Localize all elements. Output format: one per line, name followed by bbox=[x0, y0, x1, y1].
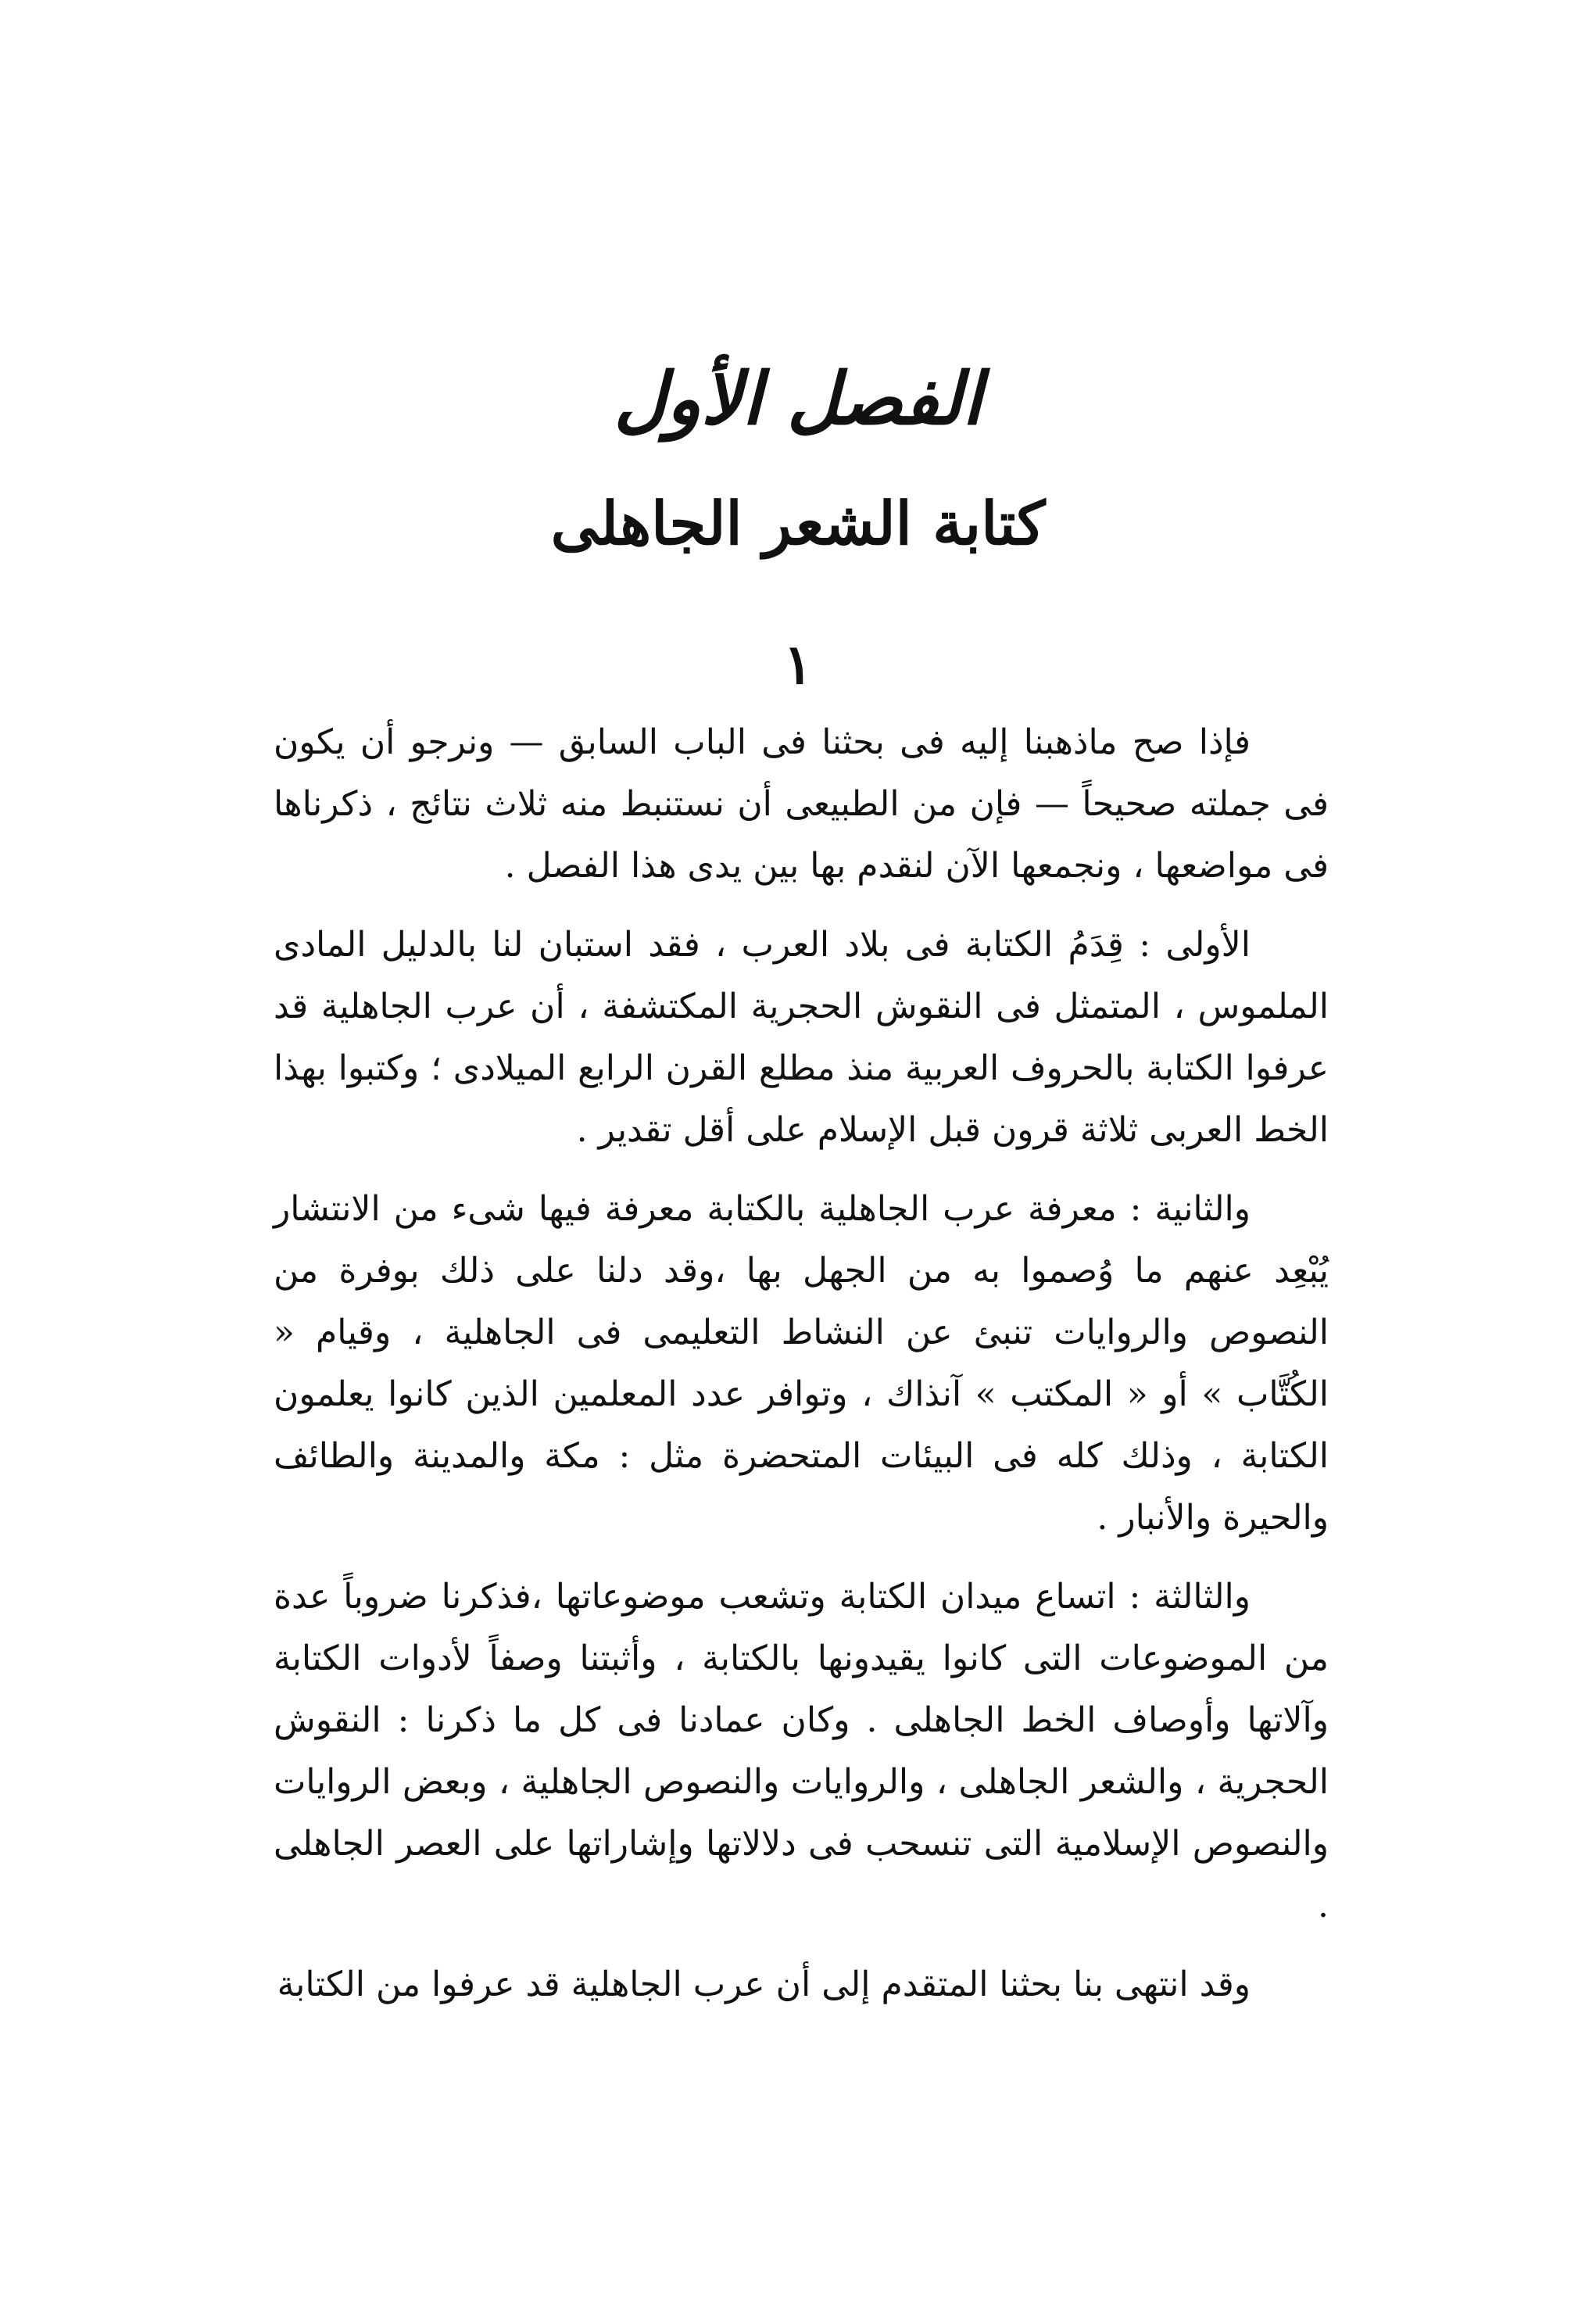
section-title: كتابة الشعر الجاهلى bbox=[550, 489, 1046, 558]
paragraph-conclusion: وقد انتهى بنا بحثنا المتقدم إلى أن عرب الجاهلية قد عرفوا من الكتابة bbox=[277, 1965, 1251, 2004]
paragraph-third-result: والثالثة : اتساع ميدان الكتابة وتشعب موضوعاتها ،فذكرنا ضروباً عدة من الموضوعات التى كانوا يقيدونها بالكتابة ، وأثبتنا وصفاً لأدوات الكتابة وآلاتها وأوصاف الخط الجاهلى . وكان عمادنا فى كل ما ذكرنا : النقوش الحجرية ، والشعر الجاهلى ، والروايات والنصوص الجاهلية ، وبعض الروايات والنصوص الإسلامية التى تنسحب فى دلالاتها وإشاراتها على العصر الجاهلى . bbox=[274, 1577, 1329, 1925]
paragraph-intro: فإذا صح ماذهبنا إليه فى بحثنا فى الباب السابق — ونرجو أن يكون فى جملته صحيحاً — فإن من الطبيعى أن نستنبط منه ثلاث نتائج ، ذكرناها فى مواضعها ، ونجمعها الآن لنقدم بها بين يدى هذا الفصل . bbox=[274, 722, 1329, 886]
section-number: ١ bbox=[783, 632, 813, 697]
body-text bbox=[274, 711, 1329, 2033]
chapter-title: الفصل الأول bbox=[614, 356, 982, 441]
paragraph-first-result: الأولى : قِدَمُ الكتابة فى بلاد العرب ، فقد استبان لنا بالدليل المادى الملموس ، المتمثل فى النقوش الحجرية المكتشفة ، أن عرب الجاهلية قد عرفوا الكتابة بالحروف العربية منذ مطلع القرن الرابع الميلادى ؛ وكتبوا بهذا الخط العربى ثلاثة قرون قبل الإسلام على أقل تقدير . bbox=[274, 925, 1329, 1150]
paragraph-second-result: والثانية : معرفة عرب الجاهلية بالكتابة معرفة فيها شىء من الانتشار يُبْعِد عنهم ما وُصموا به من الجهل بها ،وقد دلنا على ذلك بوفرة من النصوص والروايات تنبئ عن النشاط التعليمى فى الجاهلية ، وقيام « الكُتَّاب » أو « المكتب » آنذاك ، وتوافر عدد المعلمين الذين كانوا يعلمون الكتابة ، وذلك كله فى البيئات المتحضرة مثل : مكة والمدينة والطائف والحيرة والأنبار . bbox=[274, 1189, 1329, 1538]
